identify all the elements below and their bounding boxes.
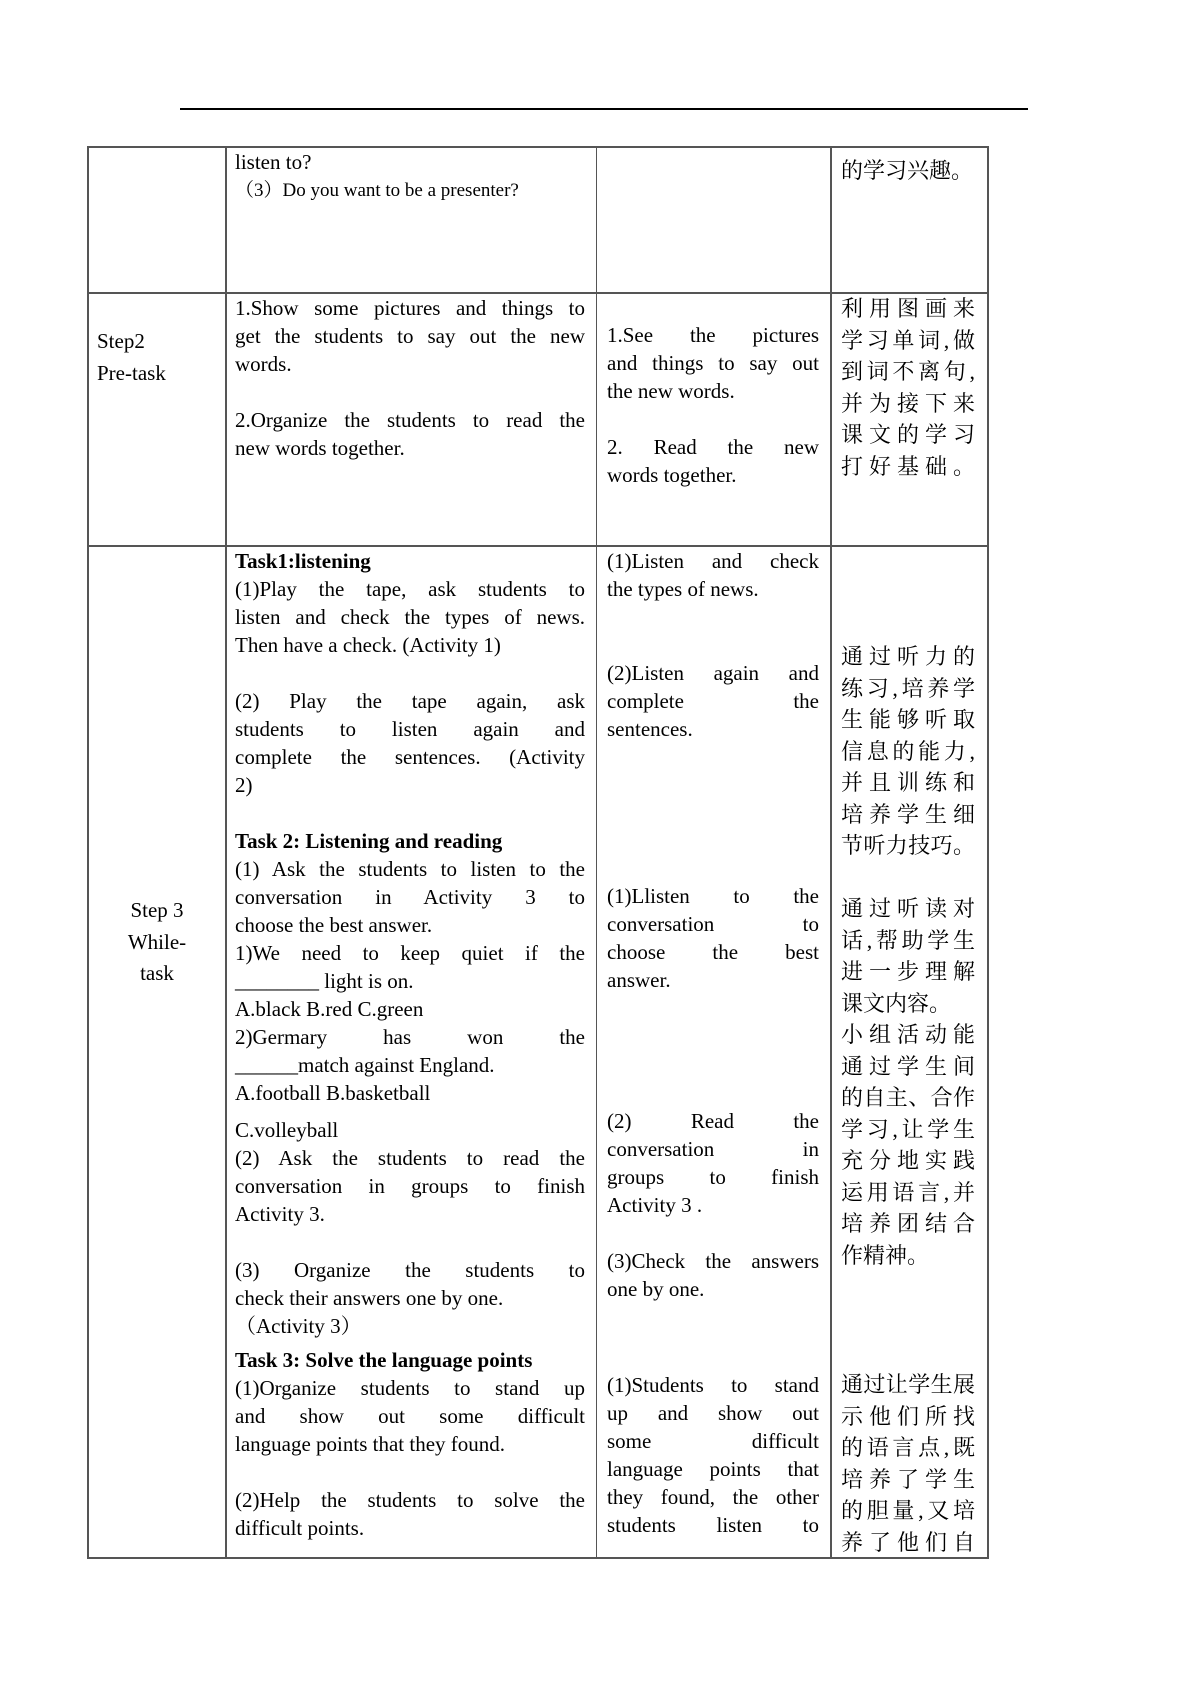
text-line: get the students to say out the new bbox=[235, 324, 585, 348]
text-line: students listen to bbox=[607, 1513, 819, 1537]
text-line: 2.Organize the students to read the bbox=[235, 408, 585, 432]
text-line: (2) Read the bbox=[607, 1109, 819, 1133]
text-line: 运用语言,并 bbox=[841, 1179, 975, 1205]
text-line bbox=[235, 378, 585, 406]
text-line: listen and check the types of news. bbox=[235, 605, 585, 629]
text-line: 进一步理解 bbox=[841, 959, 975, 984]
text-line: A.black B.red C.green bbox=[235, 997, 424, 1021]
row2-teacher-activity bbox=[235, 294, 585, 462]
text-line: language points that they found. bbox=[235, 1432, 506, 1456]
text-line: Task1:listening bbox=[235, 549, 371, 573]
text-line: complete the bbox=[607, 689, 819, 713]
row3-teacher-task3 bbox=[235, 1346, 585, 1542]
text-line: Task 2: Listening and reading bbox=[235, 829, 503, 853]
text-line: listen to? bbox=[235, 150, 312, 174]
text-line: （Activity 3） bbox=[235, 1314, 362, 1338]
text-line: 利用图画来 bbox=[841, 296, 975, 321]
text-line: check their answers one by one. bbox=[235, 1286, 504, 1310]
text-line: students to listen again and bbox=[235, 717, 585, 741]
text-line: 并且训练和 bbox=[841, 770, 975, 795]
text-line: words together. bbox=[607, 463, 737, 487]
text-line: 的自主、合作 bbox=[841, 1085, 975, 1110]
text-line: C.volleyball bbox=[235, 1118, 339, 1142]
text-line: 1)We need to keep quiet if the bbox=[235, 941, 585, 965]
col-divider bbox=[596, 146, 597, 1559]
text-line: 到词不离句, bbox=[841, 359, 975, 384]
row3-step-label bbox=[89, 895, 225, 990]
text-line bbox=[235, 1228, 585, 1256]
text-line: 1.Show some pictures and things to bbox=[235, 296, 585, 320]
text-line: (1)Play the tape, ask students to bbox=[235, 577, 585, 601]
text-line: difficult points. bbox=[235, 1516, 365, 1540]
text-line: the types of news. bbox=[607, 577, 759, 601]
step-phase-cont: task bbox=[140, 961, 174, 985]
text-line: (1)Listen and check bbox=[607, 549, 819, 573]
row2-student-activity bbox=[607, 321, 819, 489]
text-line: 并为接下来 bbox=[841, 390, 975, 416]
text-line: 的胆量,又培 bbox=[841, 1498, 975, 1523]
text-line: (2)Help the students to solve the bbox=[235, 1488, 585, 1512]
text-line: words. bbox=[235, 352, 292, 376]
text-line: 2. Read the new bbox=[607, 435, 819, 459]
text-line: 通过听读对 bbox=[841, 896, 975, 921]
text-line: 示他们所找 bbox=[841, 1403, 975, 1429]
text-line: A.football B.basketball bbox=[235, 1081, 431, 1105]
row3-teacher-task1-task2 bbox=[235, 547, 585, 1107]
text-line: 学习,让学生 bbox=[841, 1116, 975, 1142]
row3-student-listening bbox=[607, 547, 819, 743]
col-divider bbox=[225, 146, 227, 1559]
text-line: 学习单词,做 bbox=[841, 327, 975, 353]
text-line: (1)Llisten to the bbox=[607, 884, 819, 908]
text-line: and things to say out bbox=[607, 351, 819, 375]
text-line: 信息的能力, bbox=[841, 738, 975, 764]
text-line: 2)Germary has won the bbox=[235, 1025, 585, 1049]
text-line: up and show out bbox=[607, 1401, 819, 1425]
text-line: answer. bbox=[607, 968, 671, 992]
text-line: (2) Ask the students to read the bbox=[235, 1146, 585, 1170]
text-line: 练习,培养学 bbox=[841, 675, 975, 701]
text-line: 养了他们自 bbox=[841, 1529, 975, 1555]
row3-purpose-language-points bbox=[841, 1369, 975, 1558]
text-line: ______match against England. bbox=[235, 1053, 495, 1077]
text-line: Activity 3 . bbox=[607, 1193, 703, 1217]
text-line bbox=[607, 603, 819, 631]
row3-teacher-task2-cont bbox=[235, 1116, 585, 1340]
row3-purpose-listening-reading bbox=[841, 641, 975, 1271]
text-line: they found, the other bbox=[607, 1485, 819, 1509]
text-line: conversation in groups to finish bbox=[235, 1174, 585, 1198]
text-line: 作精神。 bbox=[841, 1242, 930, 1268]
text-line: choose the best bbox=[607, 940, 819, 964]
text-line: 通过听力的 bbox=[841, 644, 975, 669]
col-divider bbox=[987, 146, 989, 1559]
row3-student-reading bbox=[607, 1107, 819, 1303]
text-line: 话,帮助学生 bbox=[841, 927, 975, 953]
row2-step-label bbox=[97, 326, 166, 389]
header-rule bbox=[180, 108, 1028, 110]
text-line: complete the sentences. (Activity bbox=[235, 745, 585, 769]
text-line: 课文的学习 bbox=[841, 422, 975, 447]
row2-purpose bbox=[841, 293, 975, 482]
text-line bbox=[235, 1458, 585, 1486]
text-line: (3) Organize the students to bbox=[235, 1258, 585, 1282]
text-line: 培养了学生 bbox=[841, 1466, 975, 1492]
text-line bbox=[235, 659, 585, 687]
text-line: groups to finish bbox=[607, 1165, 819, 1189]
text-line: one by one. bbox=[607, 1277, 705, 1301]
text-line: 打好基础。 bbox=[841, 453, 975, 479]
text-line: Activity 3. bbox=[235, 1202, 325, 1226]
text-line bbox=[841, 862, 975, 894]
text-line: 2) bbox=[235, 773, 253, 797]
text-line: conversation in bbox=[607, 1137, 819, 1161]
row1-purpose bbox=[841, 155, 975, 187]
text-line: sentences. bbox=[607, 717, 693, 741]
text-line: conversation to bbox=[607, 912, 819, 936]
text-line: 培养学生细 bbox=[841, 801, 975, 827]
text-line bbox=[607, 405, 819, 433]
text-line bbox=[607, 631, 819, 659]
text-line: 的语言点,既 bbox=[841, 1435, 975, 1460]
text-line: new words together. bbox=[235, 436, 405, 460]
step-phase: While- bbox=[127, 929, 187, 954]
text-line: 培养团结合 bbox=[841, 1211, 975, 1236]
step-name: Step2 bbox=[97, 329, 145, 353]
text-line: 课文内容。 bbox=[841, 990, 952, 1016]
text-line: 充分地实践 bbox=[841, 1148, 975, 1173]
text-line: ________ light is on. bbox=[235, 969, 414, 993]
text-line: 生能够听取 bbox=[841, 707, 975, 732]
text-line: conversation in Activity 3 to bbox=[235, 885, 585, 909]
col-divider bbox=[830, 146, 832, 1559]
text-line: (3)Check the answers bbox=[607, 1249, 819, 1273]
text-line: (1)Students to stand bbox=[607, 1373, 819, 1397]
step-phase: Pre-task bbox=[97, 360, 166, 385]
text-line bbox=[607, 1219, 819, 1247]
text-line: (2) Play the tape again, ask bbox=[235, 689, 585, 713]
text-line: 通过让学生展 bbox=[841, 1372, 975, 1397]
text-line: 1.See the pictures bbox=[607, 323, 819, 347]
text-line: (1) Ask the students to listen to the bbox=[235, 857, 585, 881]
step-name: Step 3 bbox=[130, 898, 184, 922]
row3-student-language-points bbox=[607, 1371, 819, 1539]
text-line: （3）Do you want to be a presenter? bbox=[235, 180, 519, 201]
text-line: 节听力技巧。 bbox=[841, 833, 975, 858]
text-line bbox=[235, 799, 585, 827]
text-line: and show out some difficult bbox=[235, 1404, 585, 1428]
text-line: Task 3: Solve the language points bbox=[235, 1348, 533, 1372]
row1-teacher-activity bbox=[235, 147, 585, 203]
text-line: some difficult bbox=[607, 1429, 819, 1453]
text-line: 的学习兴趣。 bbox=[841, 158, 974, 183]
text-line: 通过学生间 bbox=[841, 1053, 975, 1079]
row3-student-conversation bbox=[607, 882, 819, 994]
text-line: language points that bbox=[607, 1457, 819, 1481]
text-line: 小组活动能 bbox=[841, 1022, 975, 1047]
text-line: (1)Organize students to stand up bbox=[235, 1376, 585, 1400]
text-line: choose the best answer. bbox=[235, 913, 433, 937]
text-line: Then have a check. (Activity 1) bbox=[235, 633, 501, 657]
text-line: (2)Listen again and bbox=[607, 661, 819, 685]
col-divider bbox=[87, 146, 89, 1559]
text-line: the new words. bbox=[607, 379, 735, 403]
